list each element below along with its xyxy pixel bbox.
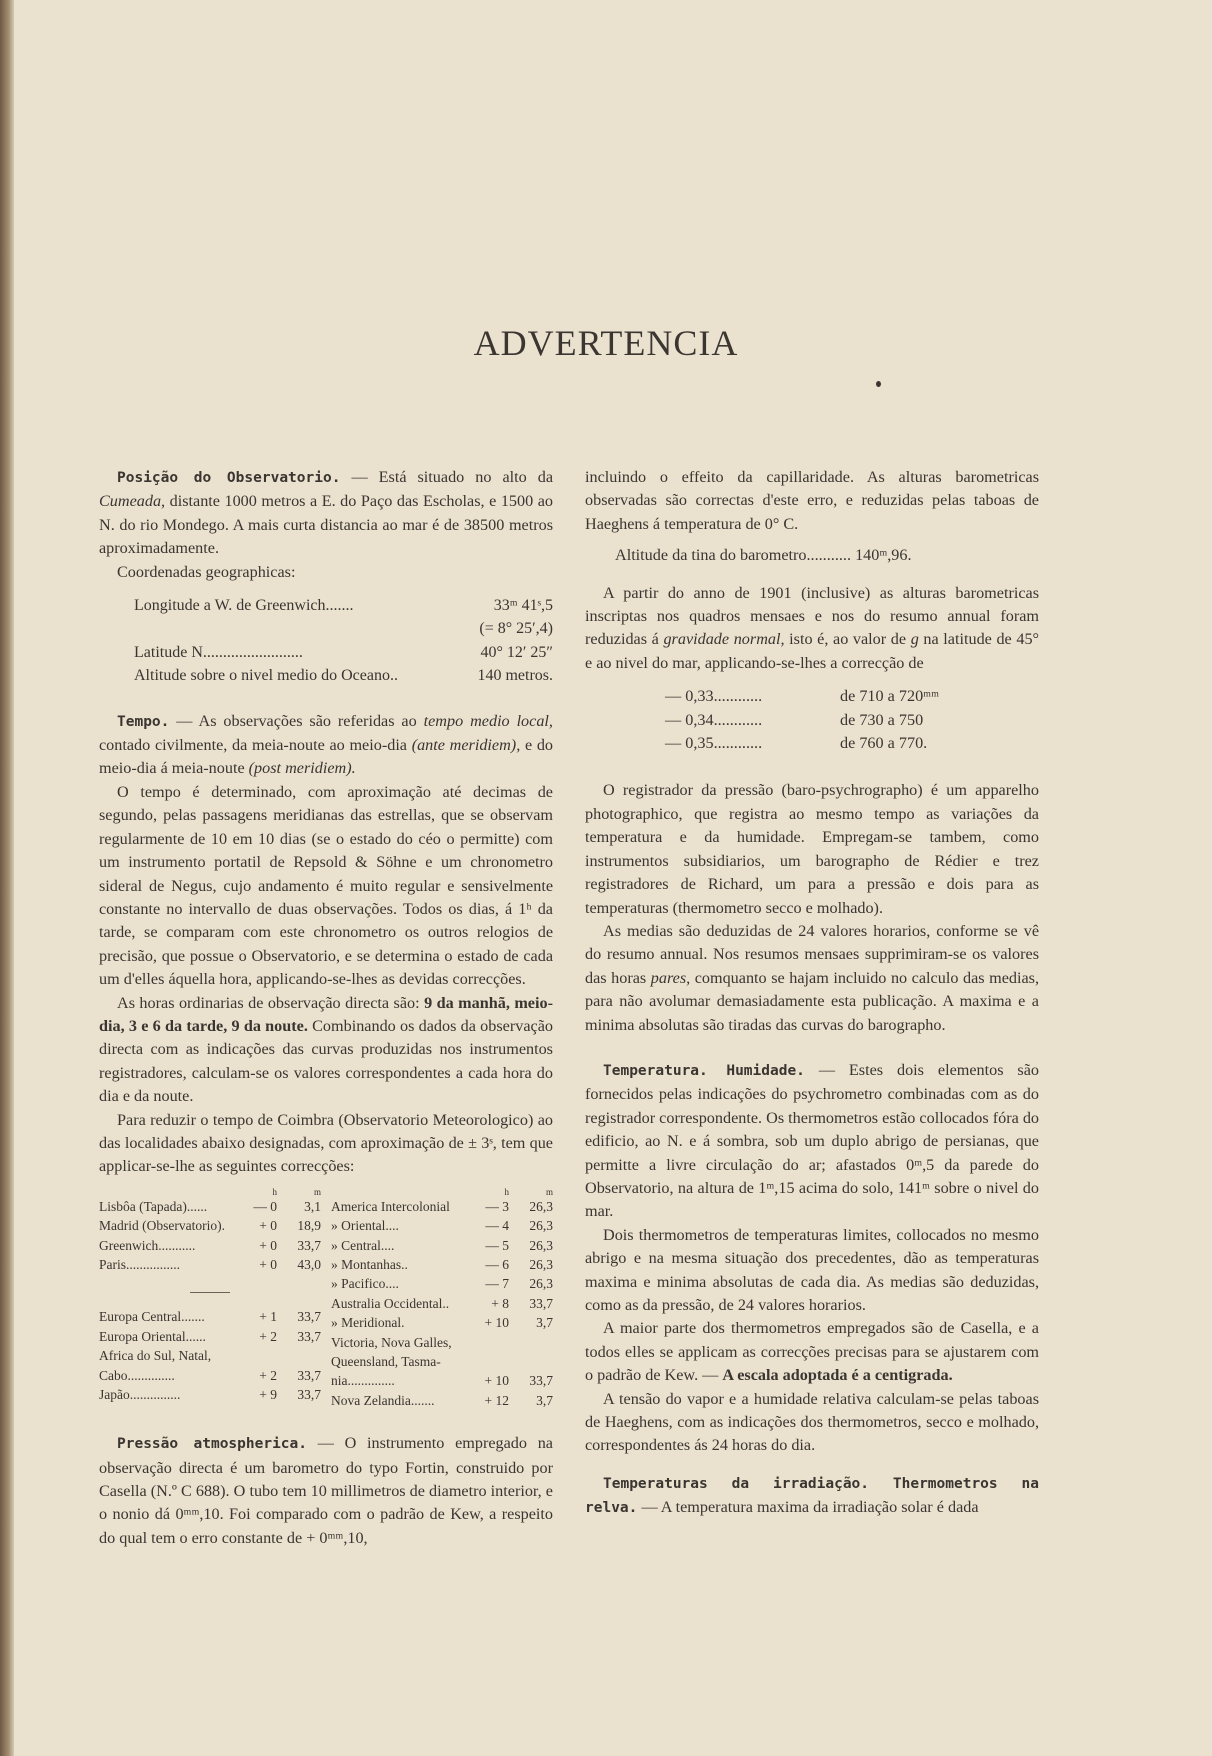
coords-intro: Coordenadas geographicas: <box>117 562 296 581</box>
correction-row <box>99 1307 321 1326</box>
latitude-row: Latitude N......................... 40° 12′ 25″ <box>134 643 553 661</box>
hours-correction: + 1 <box>259 1309 277 1325</box>
gravity-correction-row <box>665 709 1039 732</box>
correction-row <box>331 1294 553 1313</box>
temperatura-paragraph: Temperatura. Humidade. — Estes dois elementos são fornecidos pelas indicações do psychrometro combinadas com as do registrador correspondente. Os thermometros estão collocados fóra do edificio, ao N. e á sombra, sob um duplo abrigo de persianas, que permitte a livre circulação do ar; afastados 0ᵐ,5 da parede do Observatorio, na altura de 1ᵐ,15 acima do solo, 141ᵐ sobre o nivel do mar. <box>585 1060 1040 1221</box>
correction-row <box>331 1274 553 1293</box>
irradiacao-heading: Temperaturas da irradiação. Thermometros na relva. <box>585 1475 1039 1517</box>
longitude-alt-row: (= 8° 25′,4) <box>479 620 553 638</box>
left-column <box>99 466 553 1550</box>
irradiacao-paragraph: Temperaturas da irradiação. Thermometros na relva. — A temperatura maxima da irradiação solar é dada <box>585 1475 1039 1517</box>
reduzir-paragraph: Para reduzir o tempo de Coimbra (Observatorio Meteorologico) ao das localidades abaixo designadas, com aproximação de ± 3ˢ, tem que applicar-se-lhe as seguintes correcções: <box>99 1110 553 1176</box>
capillaridade-paragraph: incluindo o effeito da capillaridade. As alturas barometricas observadas são correctas d'este erro, e reduzidas pelas taboas de Haeghens á temperatura de 0° C. <box>585 468 1039 533</box>
gravity-corrections-table <box>665 685 1039 755</box>
hours-correction: + 10 <box>484 1373 509 1389</box>
tempo-heading: Tempo. <box>117 713 170 730</box>
corrections-left: h m Lisbôa (Tapada)...... — 0 3,1 Madrid (Observatorio). + 0 18,9 Greenwich........... + 0 33,7 Paris................ + 0 43,0 Europa Central....... + 1 33,7 Europa Oriental...... + 2 33,7 Africa do Sul, Natal, Cabo.............. + 2 33,7 Japão............... + 9 33,7 <box>99 1187 321 1410</box>
hours-correction: — 3 <box>485 1198 509 1214</box>
locality-name: Paris................ <box>99 1257 180 1272</box>
locality-name: » Meridional. <box>331 1315 405 1331</box>
corrections-right: h m America Intercolonial — 3 26,3 » Oriental.... — 4 26,3 » Central.... — 5 26,3 » Montanhas.. — 6 26,3 » Pacifico.... — 7 26,3 Australia Occidental.. + 8 33,7 » Meridional. + 10 3,7 Victoria, Nova Galles, Queensland, Tasma- nia.............. + 10 33,7 Nova Zelandia....... + 12 3,7 <box>331 1187 553 1410</box>
horas-paragraph: As horas ordinarias de observação directa são: 9 da manhã, meio-dia, 3 e 6 da tarde, 9 da noute. Combinando os dados da observação directa com as indicações das curvas produzidas nos instrumentos registradores, calculam-se os valores correspondentes a cada hora do dia e da noute. <box>99 993 553 1106</box>
locality-name: Australia Occidental.. <box>331 1295 450 1311</box>
hours-correction <box>233 1346 277 1365</box>
correction-row <box>99 1236 321 1255</box>
pressao-paragraph: Pressão atmospherica. — O instrumento empregado na observação directa é um barometro do typo Fortin, construido por Casella (N.º C 688). O tubo tem 10 millimetros de diametro interior, e o nonio dá 0ᵐᵐ,10. Foi comparado com o padrão de Kew, a respeito do qual tem o erro constante de + 0ᵐᵐ,10, <box>99 1434 553 1547</box>
pressao-heading: Pressão atmospherica. <box>117 1436 307 1453</box>
registrador-paragraph: O registrador da pressão (baro-psychrographo) é um apparelho photographico, que registra ao mesmo tempo as variações da temperatura e da humidade. Empregam-se tambem, como instrumentos subsidiarios, um barographo de Rédier e trez registradores de Richard, um para a pressão e dois para as temperaturas (thermometro secco e molhado). <box>585 781 1039 917</box>
locality-name: Lisbôa (Tapada)...... <box>99 1198 208 1214</box>
pressure-range: de 710 a 720ᵐᵐ <box>840 687 939 706</box>
locality-name: nia.............. <box>331 1373 395 1389</box>
hours-correction <box>465 1352 509 1371</box>
minutes-correction: 33,7 <box>297 1328 321 1344</box>
hours-correction: + 0 <box>259 1218 277 1234</box>
hours-correction <box>465 1333 509 1352</box>
locality-name: Japão............... <box>99 1387 181 1403</box>
minutes-correction: 26,3 <box>529 1276 553 1292</box>
corrections-table <box>99 1187 553 1410</box>
medias-paragraph: As medias são deduzidas de 24 valores horarios, conforme se vê do resumo annual. Nos resumos mensaes supprimiram-se os valores das horas pares, comquanto se hajam incluido no calculo das medias, para não avolumar demasiadamente esta publicação. A maxima e a minima absolutas são tiradas das curvas do barographo. <box>585 921 1039 1034</box>
locality-name: Greenwich........... <box>99 1237 196 1253</box>
correction-value: — 0,35............ <box>665 734 763 753</box>
hours-correction: + 12 <box>484 1392 509 1408</box>
correction-row <box>331 1255 553 1274</box>
locality-name: » Central.... <box>331 1237 395 1253</box>
temperatura-heading: Temperatura. Humidade. <box>603 1062 805 1079</box>
tempo-paragraph: Tempo. — As observações são referidas ao tempo medio local, contado civilmente, da meia-noute ao meio-dia (ante meridiem), e do meio-dia á meia-noute (post meridiem). <box>99 711 554 778</box>
hours-correction: — 7 <box>485 1276 509 1292</box>
locality-name: Cabo.............. <box>99 1367 175 1383</box>
longitude-row: Longitude a W. de Greenwich....... 33ᵐ 41ˢ,5 <box>134 597 553 615</box>
right-column <box>585 466 1039 1521</box>
hours-correction: — 0 <box>253 1198 277 1214</box>
minutes-correction: 33,7 <box>297 1367 321 1383</box>
minutes-correction: 3,1 <box>304 1198 321 1214</box>
posicao-heading: Posição do Observatorio. <box>117 470 341 486</box>
minutes-correction: 33,7 <box>529 1295 553 1311</box>
locality-name: » Oriental.... <box>331 1218 399 1234</box>
correction-value: — 0,34............ <box>665 710 763 729</box>
hours-correction: — 4 <box>485 1218 509 1234</box>
posicao-paragraph: Posição do Observatorio. — Está situado no alto da Cumeada, distante 1000 metros a E. do Paço das Escholas, e 1500 ao N. do rio Mondego. A mais curta distancia ao mar é de 38500 metros aproximadamente. <box>99 468 554 558</box>
pressure-range: de 760 a 770. <box>840 734 928 753</box>
minutes-correction <box>509 1333 553 1352</box>
minutes-correction <box>277 1346 321 1365</box>
minutes-correction <box>509 1352 553 1371</box>
hours-correction: + 10 <box>484 1315 509 1331</box>
hours-correction: — 6 <box>485 1257 509 1272</box>
correction-row <box>331 1236 553 1255</box>
correction-row <box>99 1197 321 1216</box>
correction-row <box>99 1385 321 1404</box>
locality-name: America Intercolonial <box>331 1198 450 1214</box>
locality-name: » Montanhas.. <box>331 1257 408 1272</box>
hours-correction: + 2 <box>259 1367 277 1383</box>
correction-row <box>331 1333 553 1352</box>
coordinates-block <box>99 594 553 688</box>
gravidade-paragraph: A partir do anno de 1901 (inclusive) as alturas barometricas inscriptas nos quadros mensaes e nos do resumo annual foram reduzidas á gravidade normal, isto é, ao valor de g na latitude de 45° e ao nivel do mar, applicando-se-lhes a correcção de <box>585 583 1040 672</box>
hours-correction: + 0 <box>259 1257 277 1272</box>
correction-row <box>331 1391 553 1410</box>
altitude-tina-row: Altitude da tina do barometro........... 140ᵐ,96. <box>615 546 912 565</box>
tensao-paragraph: A tensão do vapor e a humidade relativa calculam-se pelas taboas de Haeghens, com as indicações dos thermometros, secco e molhado, correspondentes ás 24 horas do dia. <box>585 1389 1039 1455</box>
locality-name: Nova Zelandia....... <box>331 1392 435 1408</box>
book-spine-edge <box>0 0 14 1756</box>
correction-row <box>99 1346 321 1365</box>
correction-row <box>99 1366 321 1385</box>
tempo-determinado-paragraph: O tempo é determinado, com aproximação até decimas de segundo, pelas passagens meridianas das estrellas, que se observam regularmente de 10 em 10 dias (se o estado do céo o permitte) com um instrumento portatil de Repsold & Söhne e um chronometro sideral de Negus, cujo andamento é muito regular e sensivelmente constante no intervallo de duas observações. Todos os dias, á 1ʰ da tarde, se comparam com este chronometro os outros relogios de precisão, que possue o Observatorio, e se determina o estado de cada um d'elles áquella hora, applicando-se-lhes as devidas correcções. <box>99 782 553 989</box>
hours-correction: + 2 <box>259 1328 277 1344</box>
correction-row <box>331 1313 553 1332</box>
minutes-correction: 26,3 <box>529 1198 553 1214</box>
minutes-correction: 26,3 <box>529 1237 553 1253</box>
casella-paragraph: A maior parte dos thermometros empregados são de Casella, e a todos elles se applicam as correcções precisas para se ajustarem com o padrão de Kew. — A escala adoptada é a centigrada. <box>585 1319 1039 1385</box>
minutes-correction: 3,7 <box>536 1315 553 1331</box>
minutes-correction: 3,7 <box>536 1392 553 1408</box>
table-separator <box>190 1292 230 1293</box>
locality-name: Europa Oriental...... <box>99 1328 206 1344</box>
hours-correction: + 0 <box>259 1237 277 1253</box>
minutes-correction: 26,3 <box>529 1218 553 1234</box>
minutes-correction: 33,7 <box>297 1309 321 1325</box>
correction-row <box>99 1216 321 1235</box>
limites-paragraph: Dois thermometros de temperaturas limites, collocados no mesmo abrigo e na mesma situação dos precedentes, dão as temperaturas maxima e minima absolutas de cada dia. As medias são deduzidas, como as da pressão, de 24 valores horarios. <box>585 1225 1039 1314</box>
pressure-range: de 730 a 750 <box>840 710 924 729</box>
locality-name: Victoria, Nova Galles, <box>331 1334 452 1350</box>
correction-row <box>331 1197 553 1216</box>
page-title: ADVERTENCIA <box>473 323 739 363</box>
correction-row <box>99 1327 321 1346</box>
minutes-correction: 43,0 <box>297 1257 321 1272</box>
correction-row <box>331 1216 553 1235</box>
correction-value: — 0,33............ <box>665 687 763 706</box>
locality-name: Europa Central....... <box>99 1309 205 1325</box>
altitude-row: Altitude sobre o nivel medio do Oceano.. 140 metros. <box>134 667 553 685</box>
minutes-correction: 26,3 <box>529 1257 553 1272</box>
ink-speck <box>876 381 881 387</box>
minutes-correction: 33,7 <box>297 1387 321 1403</box>
correction-row <box>331 1371 553 1390</box>
correction-row <box>331 1352 553 1371</box>
locality-name: Queensland, Tasma- <box>331 1354 441 1370</box>
locality-name: Madrid (Observatorio). <box>99 1218 225 1234</box>
hours-correction: + 8 <box>491 1295 509 1311</box>
gravity-correction-row <box>665 685 1039 708</box>
gravity-correction-row <box>665 732 1039 755</box>
hours-correction: + 9 <box>259 1387 277 1403</box>
minutes-correction: 33,7 <box>529 1373 553 1389</box>
hours-correction: — 5 <box>485 1237 509 1253</box>
correction-row <box>99 1255 321 1274</box>
locality-name: » Pacifico.... <box>331 1276 399 1292</box>
minutes-correction: 18,9 <box>297 1218 321 1234</box>
locality-name: Africa do Sul, Natal, <box>99 1348 212 1364</box>
minutes-correction: 33,7 <box>297 1237 321 1253</box>
